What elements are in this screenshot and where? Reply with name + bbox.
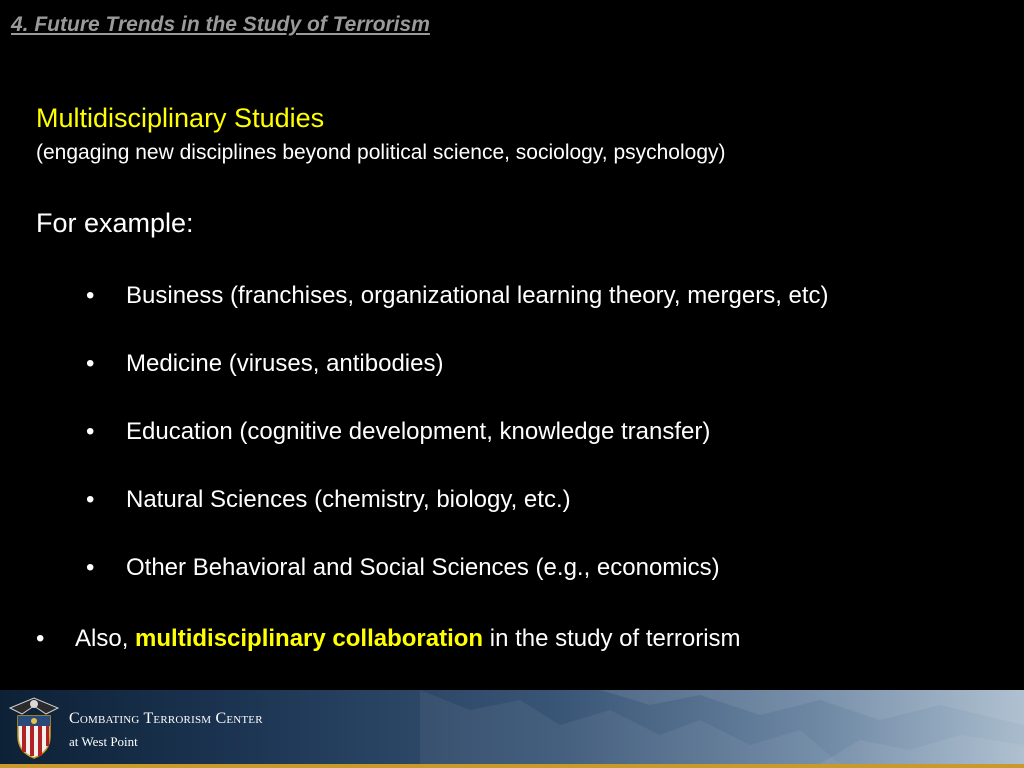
- bullet-icon: •: [36, 625, 45, 652]
- list-item-text: Medicine (viruses, antibodies): [126, 350, 444, 377]
- list-item-text: Business (franchises, organizational learning theory, mergers, etc): [126, 282, 829, 309]
- footer-stripe: [0, 764, 1024, 768]
- bullet-icon: •: [86, 554, 95, 581]
- collaboration-highlight: multidisciplinary collaboration: [135, 625, 484, 652]
- slide-title: 4. Future Trends in the Study of Terrorism: [11, 13, 430, 36]
- footer-banner: [0, 690, 1024, 764]
- list-item-text: Education (cognitive development, knowledge transfer): [126, 418, 711, 445]
- organization-name: Combating Terrorism Center: [69, 710, 263, 727]
- intro-text: For example:: [36, 208, 194, 238]
- organization-subtitle: at West Point: [69, 734, 138, 749]
- bullet-icon: •: [86, 282, 95, 309]
- list-item-text: Natural Sciences (chemistry, biology, etc.): [126, 486, 571, 513]
- west-point-crest-icon: [6, 694, 62, 760]
- collaboration-text: [75, 625, 741, 653]
- bullet-icon: •: [86, 418, 95, 445]
- list-item-text: Other Behavioral and Social Sciences (e.g., economics): [126, 554, 720, 581]
- collaboration-prefix: Also,: [75, 625, 136, 652]
- bullet-icon: •: [86, 350, 95, 377]
- section-subheading: (engaging new disciplines beyond political science, sociology, psychology): [36, 141, 726, 164]
- bullet-icon: •: [86, 486, 95, 513]
- collaboration-suffix: in the study of terrorism: [483, 625, 741, 652]
- section-heading: Multidisciplinary Studies: [36, 103, 325, 133]
